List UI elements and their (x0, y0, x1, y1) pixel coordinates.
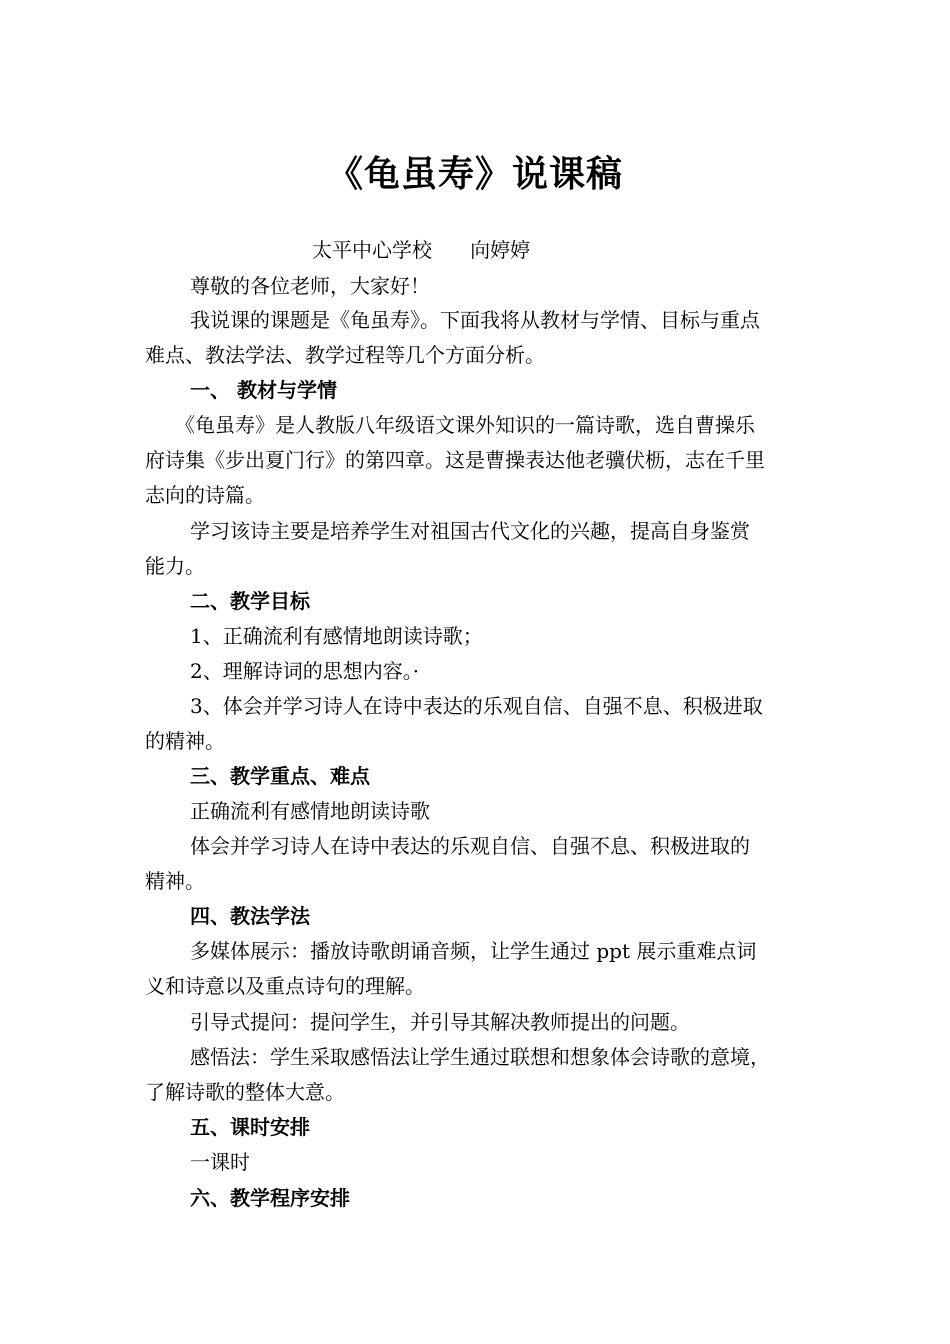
body-text-line: 多媒体展示：播放诗歌朗诵音频，让学生通过 ppt 展示重难点词 (190, 939, 757, 963)
body-text-line: 能力。 (145, 554, 205, 578)
body-text-line: 的精神。 (145, 729, 225, 753)
body-text-line: 了解诗歌的整体大意。 (145, 1080, 345, 1104)
body-text-line: 我说课的课题是《龟虽寿》。下面我将从教材与学情、目标与重点 (190, 308, 760, 332)
body-text-line: 2、理解诗词的思想内容。· (190, 659, 420, 683)
body-text-line: 1、正确流利有感情地朗读诗歌； (190, 624, 483, 648)
body-text-line: 府诗集《步出夏门行》的第四章。这是曹操表达他老骥伏枥，志在千里 (145, 448, 765, 472)
body-text-line: 引导式提问：提问学生，并引导其解决教师提出的问题。 (190, 1010, 690, 1034)
body-text-line: 正确流利有感情地朗读诗歌 (190, 799, 430, 823)
body-text-line: 精神。 (145, 869, 205, 893)
body-text-line: 尊敬的各位老师，大家好！ (190, 274, 430, 298)
body-text-line: 体会并学习诗人在诗中表达的乐观自信、自强不息、积极进取的 (190, 834, 750, 858)
section-heading: 四、教法学法 (190, 904, 310, 928)
section-heading: 二、教学目标 (190, 589, 310, 613)
section-heading: 一、 教材与学情 (190, 378, 337, 402)
body-text-line: 一课时 (190, 1150, 250, 1174)
section-heading: 三、教学重点、难点 (190, 764, 370, 788)
body-text-line: 学习该诗主要是培养学生对祖国古代文化的兴趣，提高自身鉴赏 (190, 519, 750, 543)
body-text-line: 感悟法：学生采取感悟法让学生通过联想和想象体会诗歌的意境， (190, 1045, 770, 1069)
page-title: 《龟虽寿》说课稿 (326, 153, 623, 195)
section-heading: 六、教学程序安排 (190, 1186, 350, 1210)
body-text-line: 《龟虽寿》是人教版八年级语文课外知识的一篇诗歌，选自曹操乐 (175, 413, 755, 437)
body-text-line: 3、体会并学习诗人在诗中表达的乐观自信、自强不息、积极进取 (190, 694, 763, 718)
section-heading: 五、课时安排 (190, 1115, 310, 1139)
body-text-line: 志向的诗篇。 (145, 483, 265, 507)
author-line: 太平中心学校 向婷婷 (312, 238, 531, 262)
body-text-line: 义和诗意以及重点诗句的理解。 (145, 974, 425, 998)
body-text-line: 难点、教法学法、教学过程等几个方面分析。 (145, 343, 545, 367)
